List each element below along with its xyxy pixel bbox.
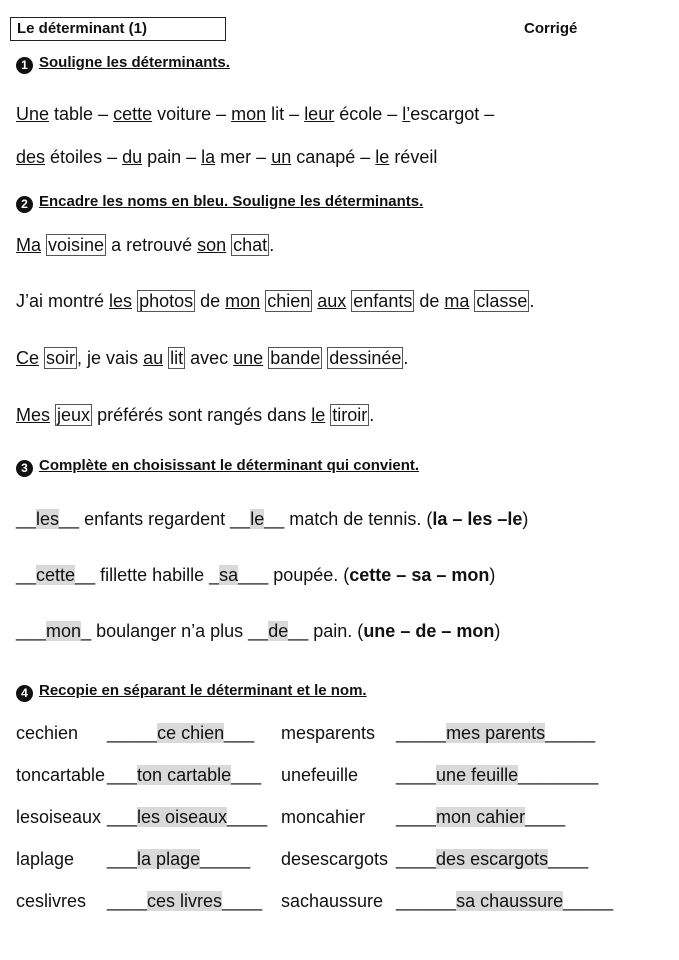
noun-box: lit [170, 348, 184, 368]
answer: une feuille [436, 765, 519, 785]
answer-line [107, 847, 250, 871]
text: . [269, 235, 275, 255]
answer: ces livres [147, 891, 223, 911]
blank: ___ [16, 621, 47, 641]
blank: ___ [107, 849, 138, 869]
answer-line [107, 805, 267, 829]
section-title: Souligne les déterminants. [39, 54, 230, 71]
text: école – [334, 104, 403, 124]
blank: ____ [396, 807, 437, 827]
determiner: son [197, 235, 227, 255]
determiner: du [122, 147, 143, 167]
text: ) [522, 509, 529, 529]
ex2-sentence-3 [16, 346, 408, 370]
joined-word: sachaussure [281, 891, 384, 911]
determiner: Mes [16, 405, 51, 425]
blank: ___ [224, 723, 255, 743]
ex2-sentence-4 [16, 403, 374, 427]
blank: ____ [396, 849, 437, 869]
answer: la plage [137, 849, 201, 869]
joined-word: lesoiseaux [16, 807, 102, 827]
ex3-sentence-1 [16, 507, 528, 531]
noun-box: soir [46, 348, 76, 368]
noun-box: jeux [57, 405, 91, 425]
section-title: Encadre les noms en bleu. Souligne les déterminants. [39, 193, 424, 210]
answer-line [396, 763, 598, 787]
noun-box: tiroir [332, 405, 368, 425]
determiner: des [16, 147, 46, 167]
noun-box: chien [267, 291, 311, 311]
text: . [403, 348, 409, 368]
text: escargot – [410, 104, 495, 124]
section-4-heading [16, 682, 367, 702]
determiner: au [143, 348, 164, 368]
blank: _____ [107, 723, 158, 743]
section-3-heading [16, 457, 419, 477]
determiner: les [109, 291, 133, 311]
answer: mes parents [446, 723, 546, 743]
answer: mon cahier [436, 807, 526, 827]
determiner: cette [113, 104, 153, 124]
joined-word: unefeuille [281, 765, 359, 785]
text: étoiles – [45, 147, 123, 167]
answer-line [396, 847, 588, 871]
text: , je vais [77, 348, 144, 368]
text: J’ai montré [16, 291, 110, 311]
joined-word: cechien [16, 723, 79, 743]
text: __ pain. ( [288, 621, 364, 641]
text: ) [494, 621, 501, 641]
text: . [369, 405, 375, 425]
determiner: le [311, 405, 326, 425]
text: . [529, 291, 535, 311]
blank: ___ [107, 765, 138, 785]
text: mer – [215, 147, 272, 167]
text: __ enfants regardent __ [59, 509, 251, 529]
ex2-sentence-1 [16, 233, 274, 257]
noun-box: enfants [353, 291, 413, 311]
joined-word: ceslivres [16, 891, 87, 911]
blank: ____ [222, 891, 263, 911]
blank: ___ [231, 765, 262, 785]
text: ___ poupée. ( [238, 565, 350, 585]
joined-word: moncahier [281, 807, 366, 827]
section-number-badge: 1 [16, 57, 33, 74]
determiner: une [233, 348, 264, 368]
blank: _____ [563, 891, 614, 911]
text: table – [49, 104, 114, 124]
noun-box: dessinée [329, 348, 402, 368]
noun-box: voisine [48, 235, 105, 255]
answer: des escargots [436, 849, 549, 869]
determiner: Ma [16, 235, 42, 255]
section-number-badge: 4 [16, 685, 33, 702]
answer: les [36, 509, 60, 529]
answer: de [268, 621, 289, 641]
determiner: leur [304, 104, 335, 124]
joined-word: mesparents [281, 723, 376, 743]
blank: __ [16, 509, 37, 529]
blank: ____ [548, 849, 589, 869]
text: avec [185, 348, 234, 368]
determiner: mon [225, 291, 261, 311]
blank: __ [16, 565, 37, 585]
choices: cette – sa – mon [349, 565, 490, 585]
noun-box: chat [233, 235, 268, 255]
determiner: la [201, 147, 216, 167]
answer-line [396, 721, 595, 745]
ex3-sentence-3 [16, 619, 500, 643]
text: __ fillette habille _ [75, 565, 220, 585]
joined-word: laplage [16, 849, 75, 869]
determiner: Ce [16, 348, 40, 368]
answer: mon [46, 621, 82, 641]
section-1-heading [16, 54, 230, 74]
determiner: l’ [402, 104, 411, 124]
determiner: aux [317, 291, 347, 311]
text: canapé – [291, 147, 376, 167]
section-number-badge: 3 [16, 460, 33, 477]
section-title: Recopie en séparant le déterminant et le nom. [39, 682, 367, 699]
blank: ____ [227, 807, 268, 827]
answer: sa chaussure [456, 891, 564, 911]
blank: _____ [200, 849, 251, 869]
blank: ___ [107, 807, 138, 827]
text: préférés sont rangés dans [92, 405, 312, 425]
determiner: Une [16, 104, 50, 124]
blank: ____ [107, 891, 148, 911]
text: _ boulanger n’a plus __ [81, 621, 269, 641]
text: réveil [389, 147, 438, 167]
determiner: mon [231, 104, 267, 124]
answer: sa [219, 565, 239, 585]
determiner: un [271, 147, 292, 167]
text: voiture – [152, 104, 232, 124]
blank: ____ [396, 765, 437, 785]
choices: la – les –le [432, 509, 523, 529]
answer-line [107, 721, 254, 745]
joined-word: toncartable [16, 765, 106, 785]
choices: une – de – mon [363, 621, 495, 641]
blank: ____ [525, 807, 566, 827]
section-title: Complète en choisissant le déterminant qui convient. [39, 457, 420, 474]
answer-line [396, 805, 565, 829]
joined-word: desescargots [281, 849, 389, 869]
blank: _____ [545, 723, 596, 743]
section-2-heading [16, 193, 423, 213]
noun-box: photos [139, 291, 194, 311]
text: de [195, 291, 226, 311]
noun-box: bande [270, 348, 321, 368]
page-title: Le déterminant (1) [10, 17, 226, 41]
answer: cette [36, 565, 76, 585]
answer: le [250, 509, 265, 529]
blank: ________ [518, 765, 599, 785]
determiner: le [375, 147, 390, 167]
text: ) [489, 565, 496, 585]
answer-line [396, 889, 613, 913]
answer: ton cartable [137, 765, 232, 785]
ex3-sentence-2 [16, 563, 495, 587]
text: lit – [266, 104, 305, 124]
answer-line [107, 889, 262, 913]
text: __ match de tennis. ( [264, 509, 433, 529]
answer: ce chien [157, 723, 225, 743]
blank: _____ [396, 723, 447, 743]
ex1-line-1 [16, 102, 494, 126]
answer-line [107, 763, 261, 787]
noun-box: classe [476, 291, 528, 311]
text: a retrouvé [106, 235, 198, 255]
ex1-line-2 [16, 145, 437, 169]
text: de [414, 291, 445, 311]
text: pain – [142, 147, 202, 167]
status-label: Corrigé [524, 20, 578, 37]
section-number-badge: 2 [16, 196, 33, 213]
determiner: ma [444, 291, 470, 311]
blank: ______ [396, 891, 457, 911]
ex2-sentence-2 [16, 289, 534, 313]
answer: les oiseaux [137, 807, 228, 827]
